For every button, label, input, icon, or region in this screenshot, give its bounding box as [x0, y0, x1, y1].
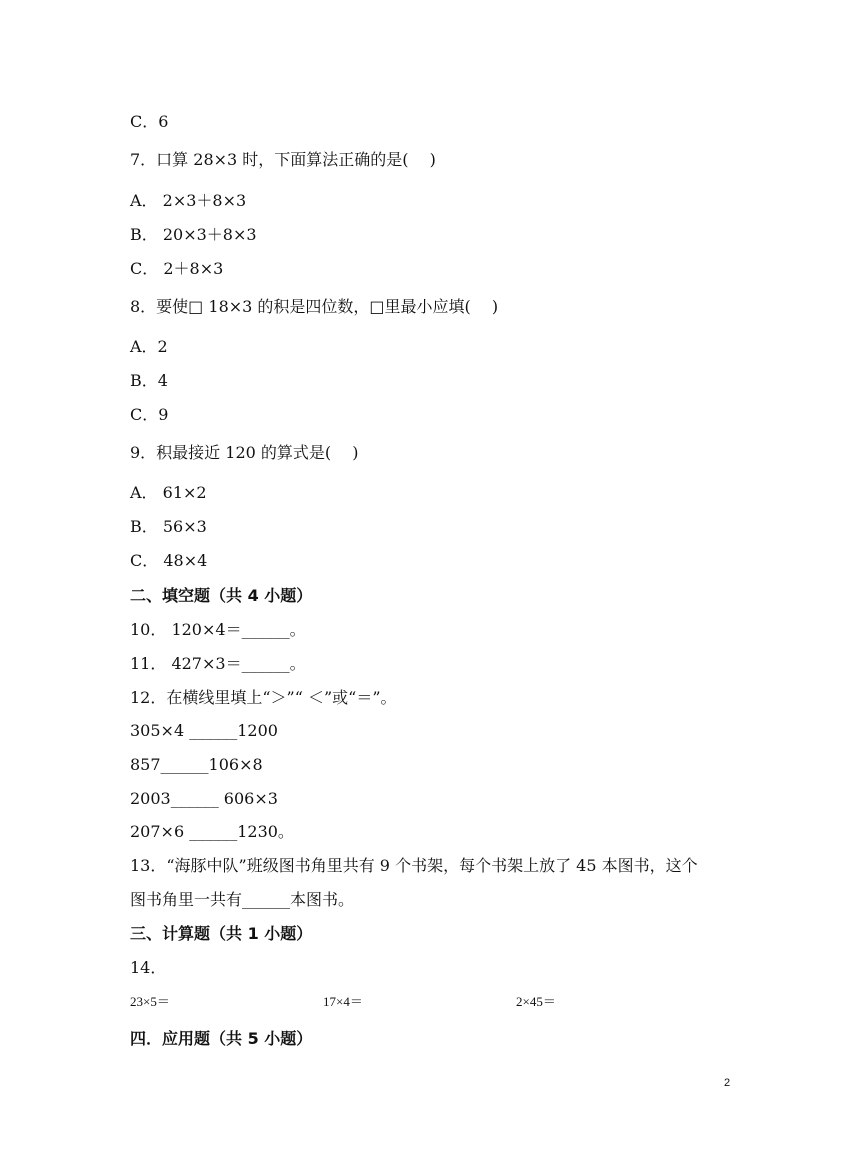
q9-option-c: C． 48×4: [130, 551, 208, 570]
q12-item-2: 857______106×8: [130, 755, 263, 774]
q12-stem: 12．在横线里填上“＞”“ ＜”或“＝”。: [130, 688, 397, 707]
q8-stem: 8．要使□ 18×3 的积是四位数，□里最小应填( ): [130, 297, 499, 316]
q8-option-a: A．2: [130, 337, 168, 356]
q13-line-2: 图书角里一共有______本图书。: [130, 890, 355, 909]
q13-line-1: 13．“海豚中队”班级图书角里共有 9 个书架，每个书架上放了 45 本图书，这个: [130, 856, 698, 875]
calc-item-2: 17×4＝: [323, 994, 363, 1009]
q12-item-4: 207×6 ______1230。: [130, 822, 294, 841]
q9-stem: 9．积最接近 120 的算式是( ): [130, 443, 359, 462]
q7-stem: 7．口算 28×3 时，下面算法正确的是( ): [130, 150, 436, 169]
q7-option-b: B． 20×3＋8×3: [130, 225, 257, 244]
q11: 11． 427×3＝______。: [130, 654, 306, 673]
q12-item-1: 305×4 ______1200: [130, 721, 278, 740]
q7-option-c: C． 2＋8×3: [130, 259, 224, 278]
q6-option-c: C．6: [130, 112, 169, 131]
q8-option-b: B．4: [130, 371, 168, 390]
calc-item-1: 23×5＝: [130, 994, 170, 1009]
q12-item-3: 2003______ 606×3: [130, 789, 278, 808]
q7-option-a: A． 2×3＋8×3: [130, 191, 247, 210]
calc-item-3: 2×45＝: [516, 994, 556, 1009]
q9-option-b: B． 56×3: [130, 517, 207, 536]
section-fill-blank-heading: 二、填空题（共 4 小题）: [130, 586, 313, 605]
section-calculation-heading: 三、计算题（共 1 小题）: [130, 924, 313, 943]
q8-option-c: C．9: [130, 405, 169, 424]
q9-option-a: A． 61×2: [130, 483, 207, 502]
section-application-heading: 四．应用题（共 5 小题）: [130, 1029, 313, 1048]
q10: 10． 120×4＝______。: [130, 620, 306, 639]
q14-stem: 14．: [130, 958, 167, 977]
page-number: 2: [724, 1077, 731, 1089]
